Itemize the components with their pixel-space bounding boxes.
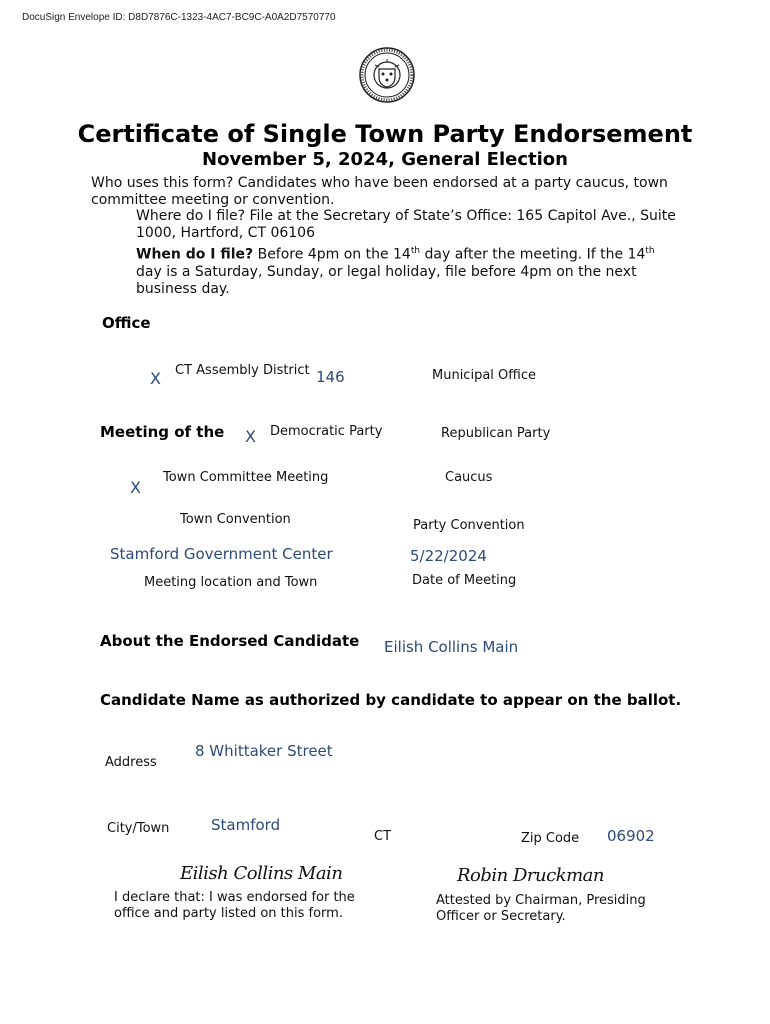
meeting-heading: Meeting of the	[100, 423, 225, 441]
democratic-party-label: Democratic Party	[270, 424, 383, 439]
meeting-location-field[interactable]: Stamford Government Center	[110, 545, 333, 563]
democratic-party-checkbox[interactable]: X	[245, 427, 256, 446]
who-uses-text: Who uses this form? Candidates who have been endorsed at a party caucus, town committee meeting or convention.	[91, 175, 668, 208]
page-subtitle: November 5, 2024, General Election	[202, 149, 568, 170]
chairman-signature[interactable]: Robin Druckman	[457, 865, 604, 886]
municipal-office-label: Municipal Office	[432, 368, 536, 383]
zip-field[interactable]: 06902	[607, 827, 655, 845]
state-field: CT	[374, 829, 392, 844]
office-heading: Office	[102, 314, 151, 332]
when-sup-2: th	[645, 246, 655, 256]
candidate-heading: About the Endorsed Candidate	[100, 632, 360, 650]
candidate-declaration: I declare that: I was endorsed for the office and party listed on this form.	[114, 890, 355, 921]
republican-party-label: Republican Party	[441, 426, 551, 441]
caucus-label: Caucus	[445, 470, 493, 485]
town-committee-checkbox[interactable]: X	[130, 478, 141, 497]
assembly-district-label: CT Assembly District	[175, 363, 310, 378]
assembly-district-field[interactable]: 146	[316, 368, 345, 386]
when-text-1: Before 4pm on the 14	[253, 246, 411, 263]
city-label: City/Town	[107, 821, 170, 836]
page-title: Certificate of Single Town Party Endorsement	[77, 120, 693, 148]
chairman-attestation: Attested by Chairman, Presiding Officer or Secretary.	[436, 893, 646, 924]
candidate-name-field[interactable]: Eilish Collins Main	[384, 638, 519, 656]
when-file-label: When do I file?	[136, 246, 254, 263]
ballot-name-heading: Candidate Name as authorized by candidate to appear on the ballot.	[100, 691, 682, 709]
state-seal-icon	[359, 47, 415, 103]
when-sup-1: th	[410, 246, 421, 256]
when-file-text	[136, 243, 676, 298]
meeting-date-label: Date of Meeting	[412, 573, 517, 588]
where-file-text: Where do I file? File at the Secretary of State’s Office: 165 Capitol Ave., Suite 1000, Hartford, CT 06106	[136, 208, 676, 241]
candidate-signature[interactable]: Eilish Collins Main	[180, 863, 343, 884]
city-field[interactable]: Stamford	[211, 816, 281, 834]
meeting-location-label: Meeting location and Town	[144, 575, 318, 590]
meeting-date-field[interactable]: 5/22/2024	[410, 547, 487, 565]
party-convention-label: Party Convention	[413, 518, 525, 533]
when-text-3: day is a Saturday, Sunday, or legal holiday, file before 4pm on the next business day.	[136, 263, 637, 297]
address-label: Address	[105, 755, 157, 770]
zip-label: Zip Code	[521, 831, 580, 846]
assembly-district-checkbox[interactable]: X	[150, 369, 161, 388]
when-text-2: day after the meeting. If the 14	[420, 246, 646, 263]
envelope-id: DocuSign Envelope ID: D8D7876C-1323-4AC7-BC9C-A0A2D7570770	[22, 12, 336, 23]
town-committee-label: Town Committee Meeting	[163, 470, 329, 485]
address-field[interactable]: 8 Whittaker Street	[195, 742, 333, 760]
town-convention-label: Town Convention	[180, 512, 291, 527]
